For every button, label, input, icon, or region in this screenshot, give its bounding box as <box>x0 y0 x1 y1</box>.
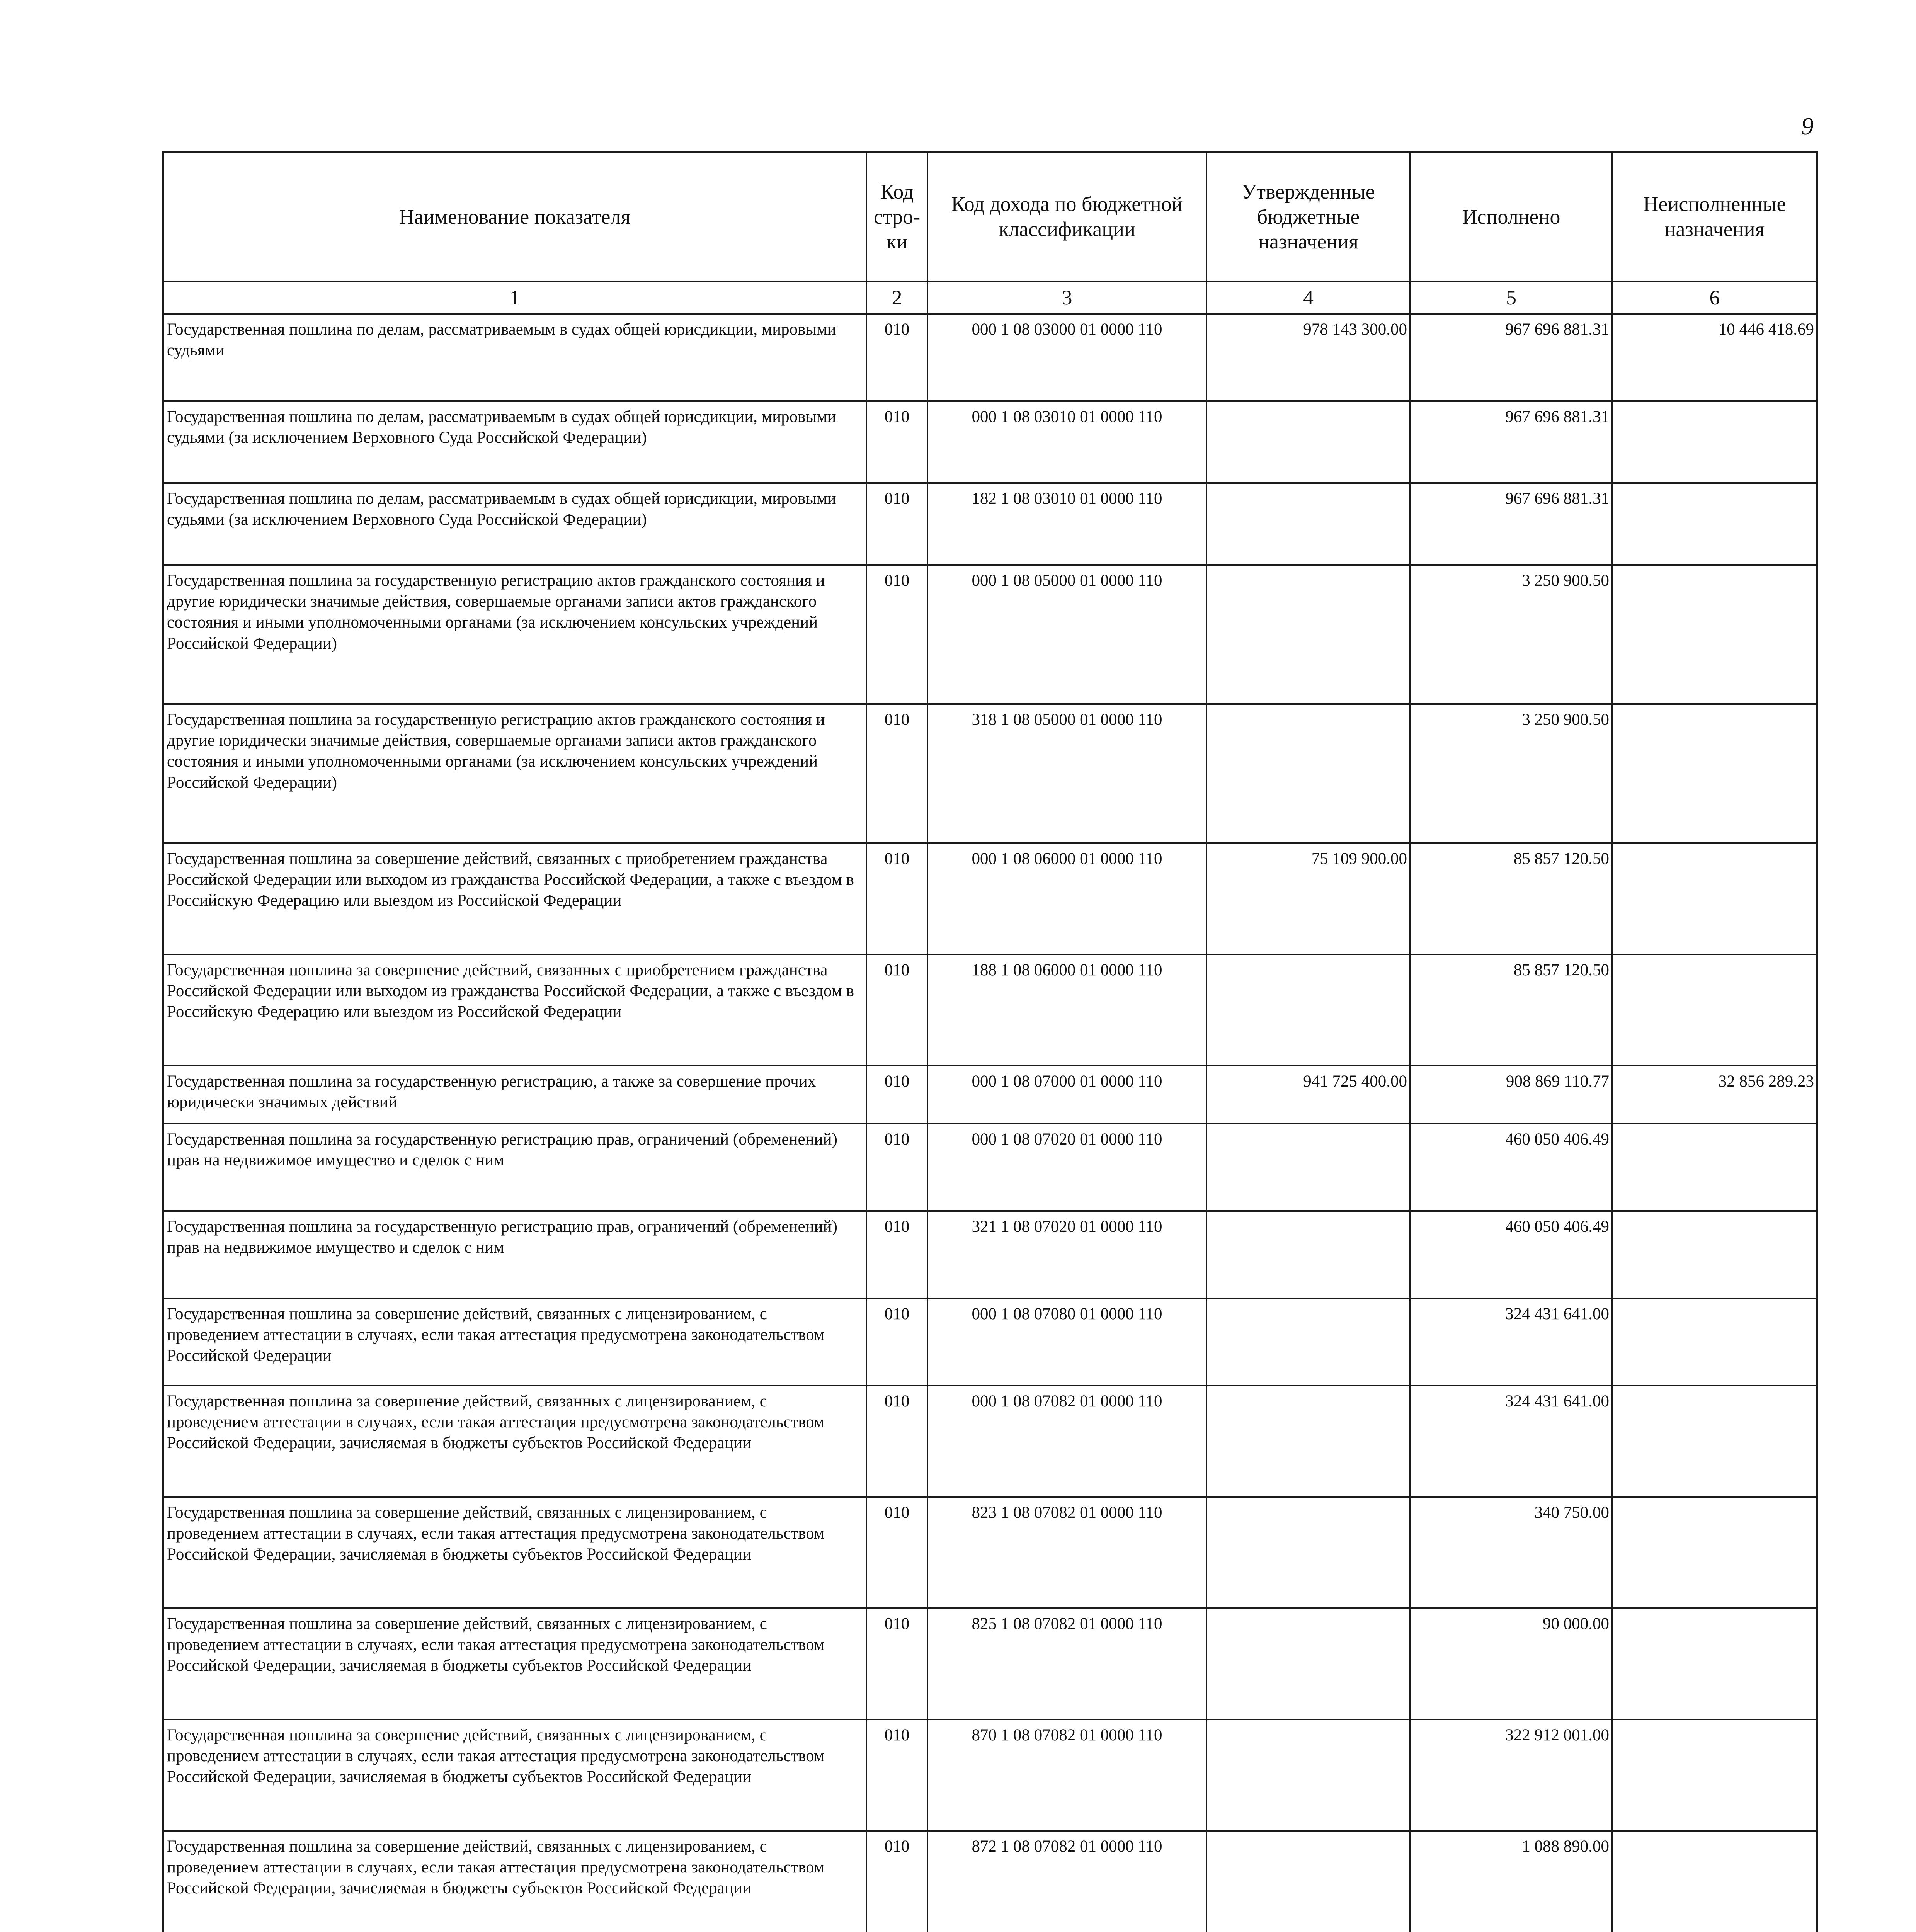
executed-amount-cell: 460 050 406.49 <box>1410 1211 1612 1298</box>
unexecuted-amount-cell <box>1612 1497 1817 1608</box>
approved-amount-cell <box>1206 1719 1410 1831</box>
line-code-cell: 010 <box>866 1124 927 1211</box>
revenue-code-cell: 182 1 08 03010 01 0000 110 <box>927 483 1206 565</box>
line-code-cell: 010 <box>866 483 927 565</box>
approved-amount-cell <box>1206 954 1410 1066</box>
indicator-name-cell: Государственная пошлина по делам, рассматриваемым в судах общей юрисдикции, мировыми судьями (за исключением Верховного Суда Российской Федерации) <box>163 401 866 483</box>
line-code-cell: 010 <box>866 1831 927 1932</box>
line-code-cell: 010 <box>866 401 927 483</box>
indicator-name-cell: Государственная пошлина за совершение действий, связанных с лицензированием, с проведением аттестации в случаях, если такая аттестация предусмотрена законодательством Российской Федерации, зачисляемая в бюджеты субъектов Российской Федерации <box>163 1497 866 1608</box>
executed-amount-cell: 324 431 641.00 <box>1410 1298 1612 1386</box>
line-code-cell: 010 <box>866 314 927 401</box>
unexecuted-amount-cell <box>1612 1211 1817 1298</box>
executed-amount-cell: 1 088 890.00 <box>1410 1831 1612 1932</box>
header-executed: Исполнено <box>1410 152 1612 281</box>
indicator-name-cell: Государственная пошлина за государственную регистрацию актов гражданского состояния и другие юридически значимые действия, совершаемые органами записи актов гражданского состояния и иными уполномоченными органами (за исключением консульских учреждений Российской Федерации) <box>163 704 866 843</box>
unexecuted-amount-cell <box>1612 1831 1817 1932</box>
header-approved: Утвержденные бюджетные назначения <box>1206 152 1410 281</box>
table-row <box>163 704 1817 843</box>
revenue-code-cell: 188 1 08 06000 01 0000 110 <box>927 954 1206 1066</box>
unexecuted-amount-cell <box>1612 843 1817 954</box>
unexecuted-amount-cell: 32 856 289.23 <box>1612 1066 1817 1124</box>
executed-amount-cell: 3 250 900.50 <box>1410 565 1612 704</box>
table-row <box>163 1211 1817 1298</box>
approved-amount-cell: 978 143 300.00 <box>1206 314 1410 401</box>
unexecuted-amount-cell <box>1612 483 1817 565</box>
line-code-cell: 010 <box>866 1386 927 1497</box>
table-row <box>163 401 1817 483</box>
unexecuted-amount-cell <box>1612 1608 1817 1719</box>
approved-amount-cell: 941 725 400.00 <box>1206 1066 1410 1124</box>
approved-amount-cell <box>1206 483 1410 565</box>
table-row <box>163 1608 1817 1719</box>
table-row <box>163 843 1817 954</box>
executed-amount-cell: 322 912 001.00 <box>1410 1719 1612 1831</box>
revenue-table <box>162 151 1818 1932</box>
approved-amount-cell <box>1206 401 1410 483</box>
executed-amount-cell: 324 431 641.00 <box>1410 1386 1612 1497</box>
approved-amount-cell <box>1206 1298 1410 1386</box>
header-line-code: Код стро-ки <box>866 152 927 281</box>
executed-amount-cell: 3 250 900.50 <box>1410 704 1612 843</box>
revenue-code-cell: 000 1 08 05000 01 0000 110 <box>927 565 1206 704</box>
line-code-cell: 010 <box>866 1211 927 1298</box>
table-body <box>163 314 1817 1932</box>
executed-amount-cell: 908 869 110.77 <box>1410 1066 1612 1124</box>
revenue-code-cell: 000 1 08 06000 01 0000 110 <box>927 843 1206 954</box>
unexecuted-amount-cell <box>1612 565 1817 704</box>
unexecuted-amount-cell <box>1612 1298 1817 1386</box>
executed-amount-cell: 967 696 881.31 <box>1410 483 1612 565</box>
column-number: 4 <box>1206 281 1410 314</box>
approved-amount-cell <box>1206 1211 1410 1298</box>
unexecuted-amount-cell <box>1612 704 1817 843</box>
revenue-code-cell: 000 1 08 03010 01 0000 110 <box>927 401 1206 483</box>
unexecuted-amount-cell <box>1612 1124 1817 1211</box>
indicator-name-cell: Государственная пошлина за совершение действий, связанных с лицензированием, с проведением аттестации в случаях, если такая аттестация предусмотрена законодательством Российской Федерации, зачисляемая в бюджеты субъектов Российской Федерации <box>163 1386 866 1497</box>
executed-amount-cell: 967 696 881.31 <box>1410 314 1612 401</box>
revenue-code-cell: 000 1 08 07080 01 0000 110 <box>927 1298 1206 1386</box>
line-code-cell: 010 <box>866 1497 927 1608</box>
line-code-cell: 010 <box>866 565 927 704</box>
revenue-code-cell: 823 1 08 07082 01 0000 110 <box>927 1497 1206 1608</box>
revenue-code-cell: 000 1 08 03000 01 0000 110 <box>927 314 1206 401</box>
revenue-code-cell: 318 1 08 05000 01 0000 110 <box>927 704 1206 843</box>
table-header <box>163 152 1817 314</box>
column-number: 1 <box>163 281 866 314</box>
indicator-name-cell: Государственная пошлина за совершение действий, связанных с лицензированием, с проведением аттестации в случаях, если такая аттестация предусмотрена законодательством Российской Федерации, зачисляемая в бюджеты субъектов Российской Федерации <box>163 1831 866 1932</box>
line-code-cell: 010 <box>866 1298 927 1386</box>
indicator-name-cell: Государственная пошлина за государственную регистрацию прав, ограничений (обременений) прав на недвижимое имущество и сделок с ним <box>163 1211 866 1298</box>
table-row <box>163 1386 1817 1497</box>
revenue-code-cell: 321 1 08 07020 01 0000 110 <box>927 1211 1206 1298</box>
column-number: 3 <box>927 281 1206 314</box>
table-row <box>163 1831 1817 1932</box>
executed-amount-cell: 85 857 120.50 <box>1410 843 1612 954</box>
column-number: 2 <box>866 281 927 314</box>
header-indicator-name: Наименование показателя <box>163 152 866 281</box>
column-number: 6 <box>1612 281 1817 314</box>
approved-amount-cell <box>1206 1124 1410 1211</box>
executed-amount-cell: 460 050 406.49 <box>1410 1124 1612 1211</box>
header-row <box>163 152 1817 281</box>
revenue-code-cell: 870 1 08 07082 01 0000 110 <box>927 1719 1206 1831</box>
table-row <box>163 1124 1817 1211</box>
table-row <box>163 954 1817 1066</box>
line-code-cell: 010 <box>866 704 927 843</box>
indicator-name-cell: Государственная пошлина за совершение действий, связанных с приобретением гражданства Российской Федерации или выходом из гражданства Российской Федерации, а также с въездом в Российскую Федерацию или выездом из Российской Федерации <box>163 954 866 1066</box>
line-code-cell: 010 <box>866 1608 927 1719</box>
executed-amount-cell: 967 696 881.31 <box>1410 401 1612 483</box>
header-unexecuted: Неисполненные назначения <box>1612 152 1817 281</box>
executed-amount-cell: 340 750.00 <box>1410 1497 1612 1608</box>
column-number-row <box>163 281 1817 314</box>
unexecuted-amount-cell <box>1612 954 1817 1066</box>
revenue-code-cell: 825 1 08 07082 01 0000 110 <box>927 1608 1206 1719</box>
indicator-name-cell: Государственная пошлина за государственную регистрацию, а также за совершение прочих юридически значимых действий <box>163 1066 866 1124</box>
indicator-name-cell: Государственная пошлина по делам, рассматриваемым в судах общей юрисдикции, мировыми судьями (за исключением Верховного Суда Российской Федерации) <box>163 483 866 565</box>
table-row <box>163 1497 1817 1608</box>
unexecuted-amount-cell <box>1612 401 1817 483</box>
approved-amount-cell <box>1206 1608 1410 1719</box>
executed-amount-cell: 90 000.00 <box>1410 1608 1612 1719</box>
indicator-name-cell: Государственная пошлина за совершение действий, связанных с лицензированием, с проведением аттестации в случаях, если такая аттестация предусмотрена законодательством Российской Федерации, зачисляемая в бюджеты субъектов Российской Федерации <box>163 1608 866 1719</box>
indicator-name-cell: Государственная пошлина за государственную регистрацию актов гражданского состояния и другие юридически значимые действия, совершаемые органами записи актов гражданского состояния и иными уполномоченными органами (за исключением консульских учреждений Российской Федерации) <box>163 565 866 704</box>
approved-amount-cell <box>1206 704 1410 843</box>
indicator-name-cell: Государственная пошлина за государственную регистрацию прав, ограничений (обременений) прав на недвижимое имущество и сделок с ним <box>163 1124 866 1211</box>
indicator-name-cell: Государственная пошлина по делам, рассматриваемым в судах общей юрисдикции, мировыми судьями <box>163 314 866 401</box>
table-row <box>163 1719 1817 1831</box>
approved-amount-cell <box>1206 1831 1410 1932</box>
table-row <box>163 565 1817 704</box>
line-code-cell: 010 <box>866 1066 927 1124</box>
line-code-cell: 010 <box>866 843 927 954</box>
unexecuted-amount-cell <box>1612 1719 1817 1831</box>
approved-amount-cell <box>1206 1386 1410 1497</box>
revenue-code-cell: 000 1 08 07020 01 0000 110 <box>927 1124 1206 1211</box>
unexecuted-amount-cell: 10 446 418.69 <box>1612 314 1817 401</box>
revenue-code-cell: 000 1 08 07082 01 0000 110 <box>927 1386 1206 1497</box>
revenue-code-cell: 000 1 08 07000 01 0000 110 <box>927 1066 1206 1124</box>
unexecuted-amount-cell <box>1612 1386 1817 1497</box>
executed-amount-cell: 85 857 120.50 <box>1410 954 1612 1066</box>
table-row <box>163 314 1817 401</box>
approved-amount-cell <box>1206 565 1410 704</box>
table-row <box>163 1298 1817 1386</box>
header-revenue-code: Код дохода по бюджетной классификации <box>927 152 1206 281</box>
page-number: 9 <box>1801 112 1814 140</box>
revenue-code-cell: 872 1 08 07082 01 0000 110 <box>927 1831 1206 1932</box>
approved-amount-cell: 75 109 900.00 <box>1206 843 1410 954</box>
table-row <box>163 483 1817 565</box>
indicator-name-cell: Государственная пошлина за совершение действий, связанных с лицензированием, с проведением аттестации в случаях, если такая аттестация предусмотрена законодательством Российской Федерации <box>163 1298 866 1386</box>
indicator-name-cell: Государственная пошлина за совершение действий, связанных с приобретением гражданства Российской Федерации или выходом из гражданства Российской Федерации, а также с въездом в Российскую Федерацию или выездом из Российской Федерации <box>163 843 866 954</box>
column-number: 5 <box>1410 281 1612 314</box>
indicator-name-cell: Государственная пошлина за совершение действий, связанных с лицензированием, с проведением аттестации в случаях, если такая аттестация предусмотрена законодательством Российской Федерации, зачисляемая в бюджеты субъектов Российской Федерации <box>163 1719 866 1831</box>
line-code-cell: 010 <box>866 1719 927 1831</box>
line-code-cell: 010 <box>866 954 927 1066</box>
table-row <box>163 1066 1817 1124</box>
approved-amount-cell <box>1206 1497 1410 1608</box>
